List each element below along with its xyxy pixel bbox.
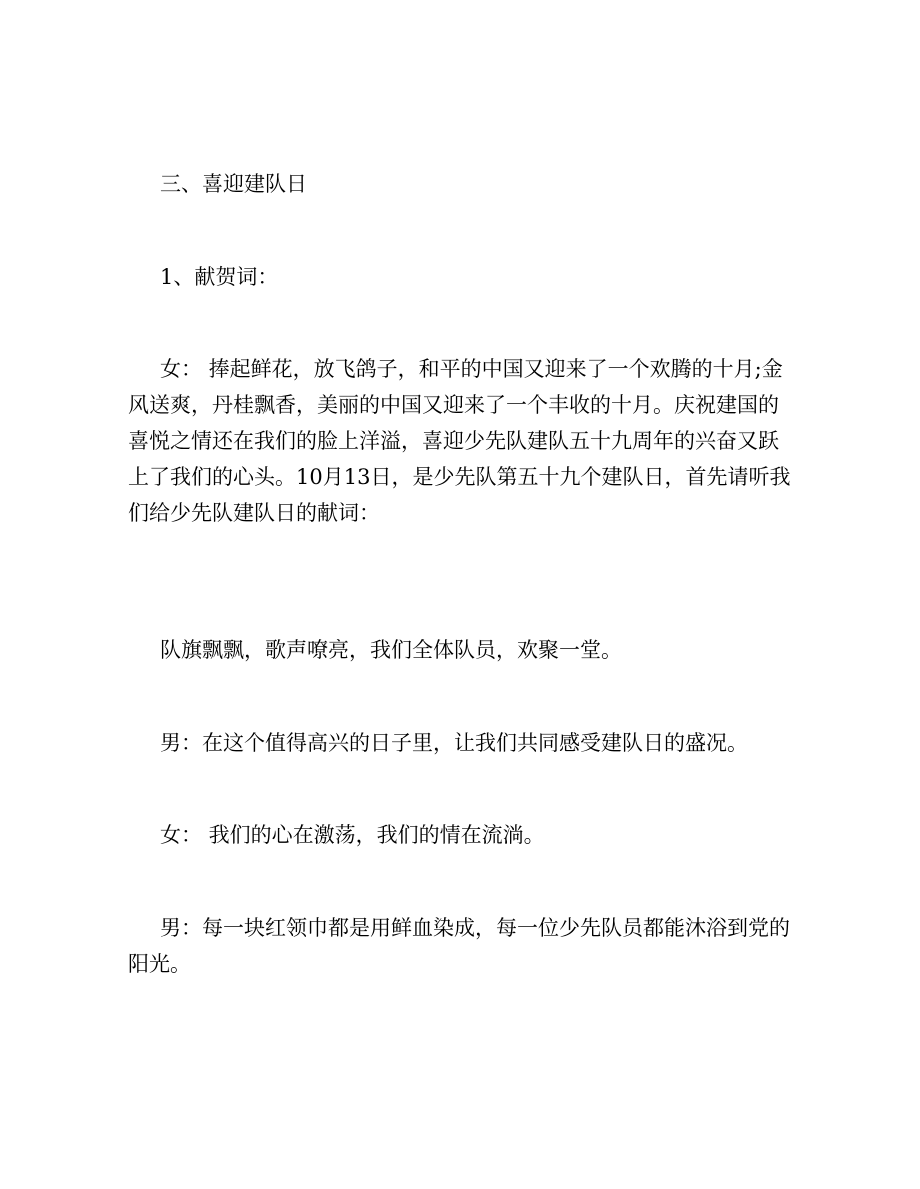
paragraph-male-2: 男：每一块红领巾都是用鲜血染成，每一位少先队员都能沐浴到党的阳光。 [128, 916, 790, 976]
paragraph-flag: 队旗飘飘，歌声嘹亮，我们全体队员，欢聚一堂。 [160, 638, 622, 662]
section-heading: 三、喜迎建队日 [160, 172, 307, 196]
paragraph-female-2: 女： 我们的心在激荡，我们的情在流淌。 [160, 823, 545, 847]
paragraph-male-1: 男：在这个值得高兴的日子里，让我们共同感受建队日的盛况。 [160, 731, 748, 755]
paragraph-intro: 女： 捧起鲜花，放飞鸽子，和平的中国又迎来了一个欢腾的十月;金风送爽，丹桂飘香，美丽的中国又迎来了一个丰收的十月。庆祝建国的喜悦之情还在我们的脸上洋溢，喜迎少先队建队五十九周年的兴奋又跃上了我们的心头。10月13日，是少先队第五十九个建队日，首先请听我们给少先队建队日的献词： [128, 357, 791, 525]
subheading: 1、献贺词： [160, 265, 279, 289]
